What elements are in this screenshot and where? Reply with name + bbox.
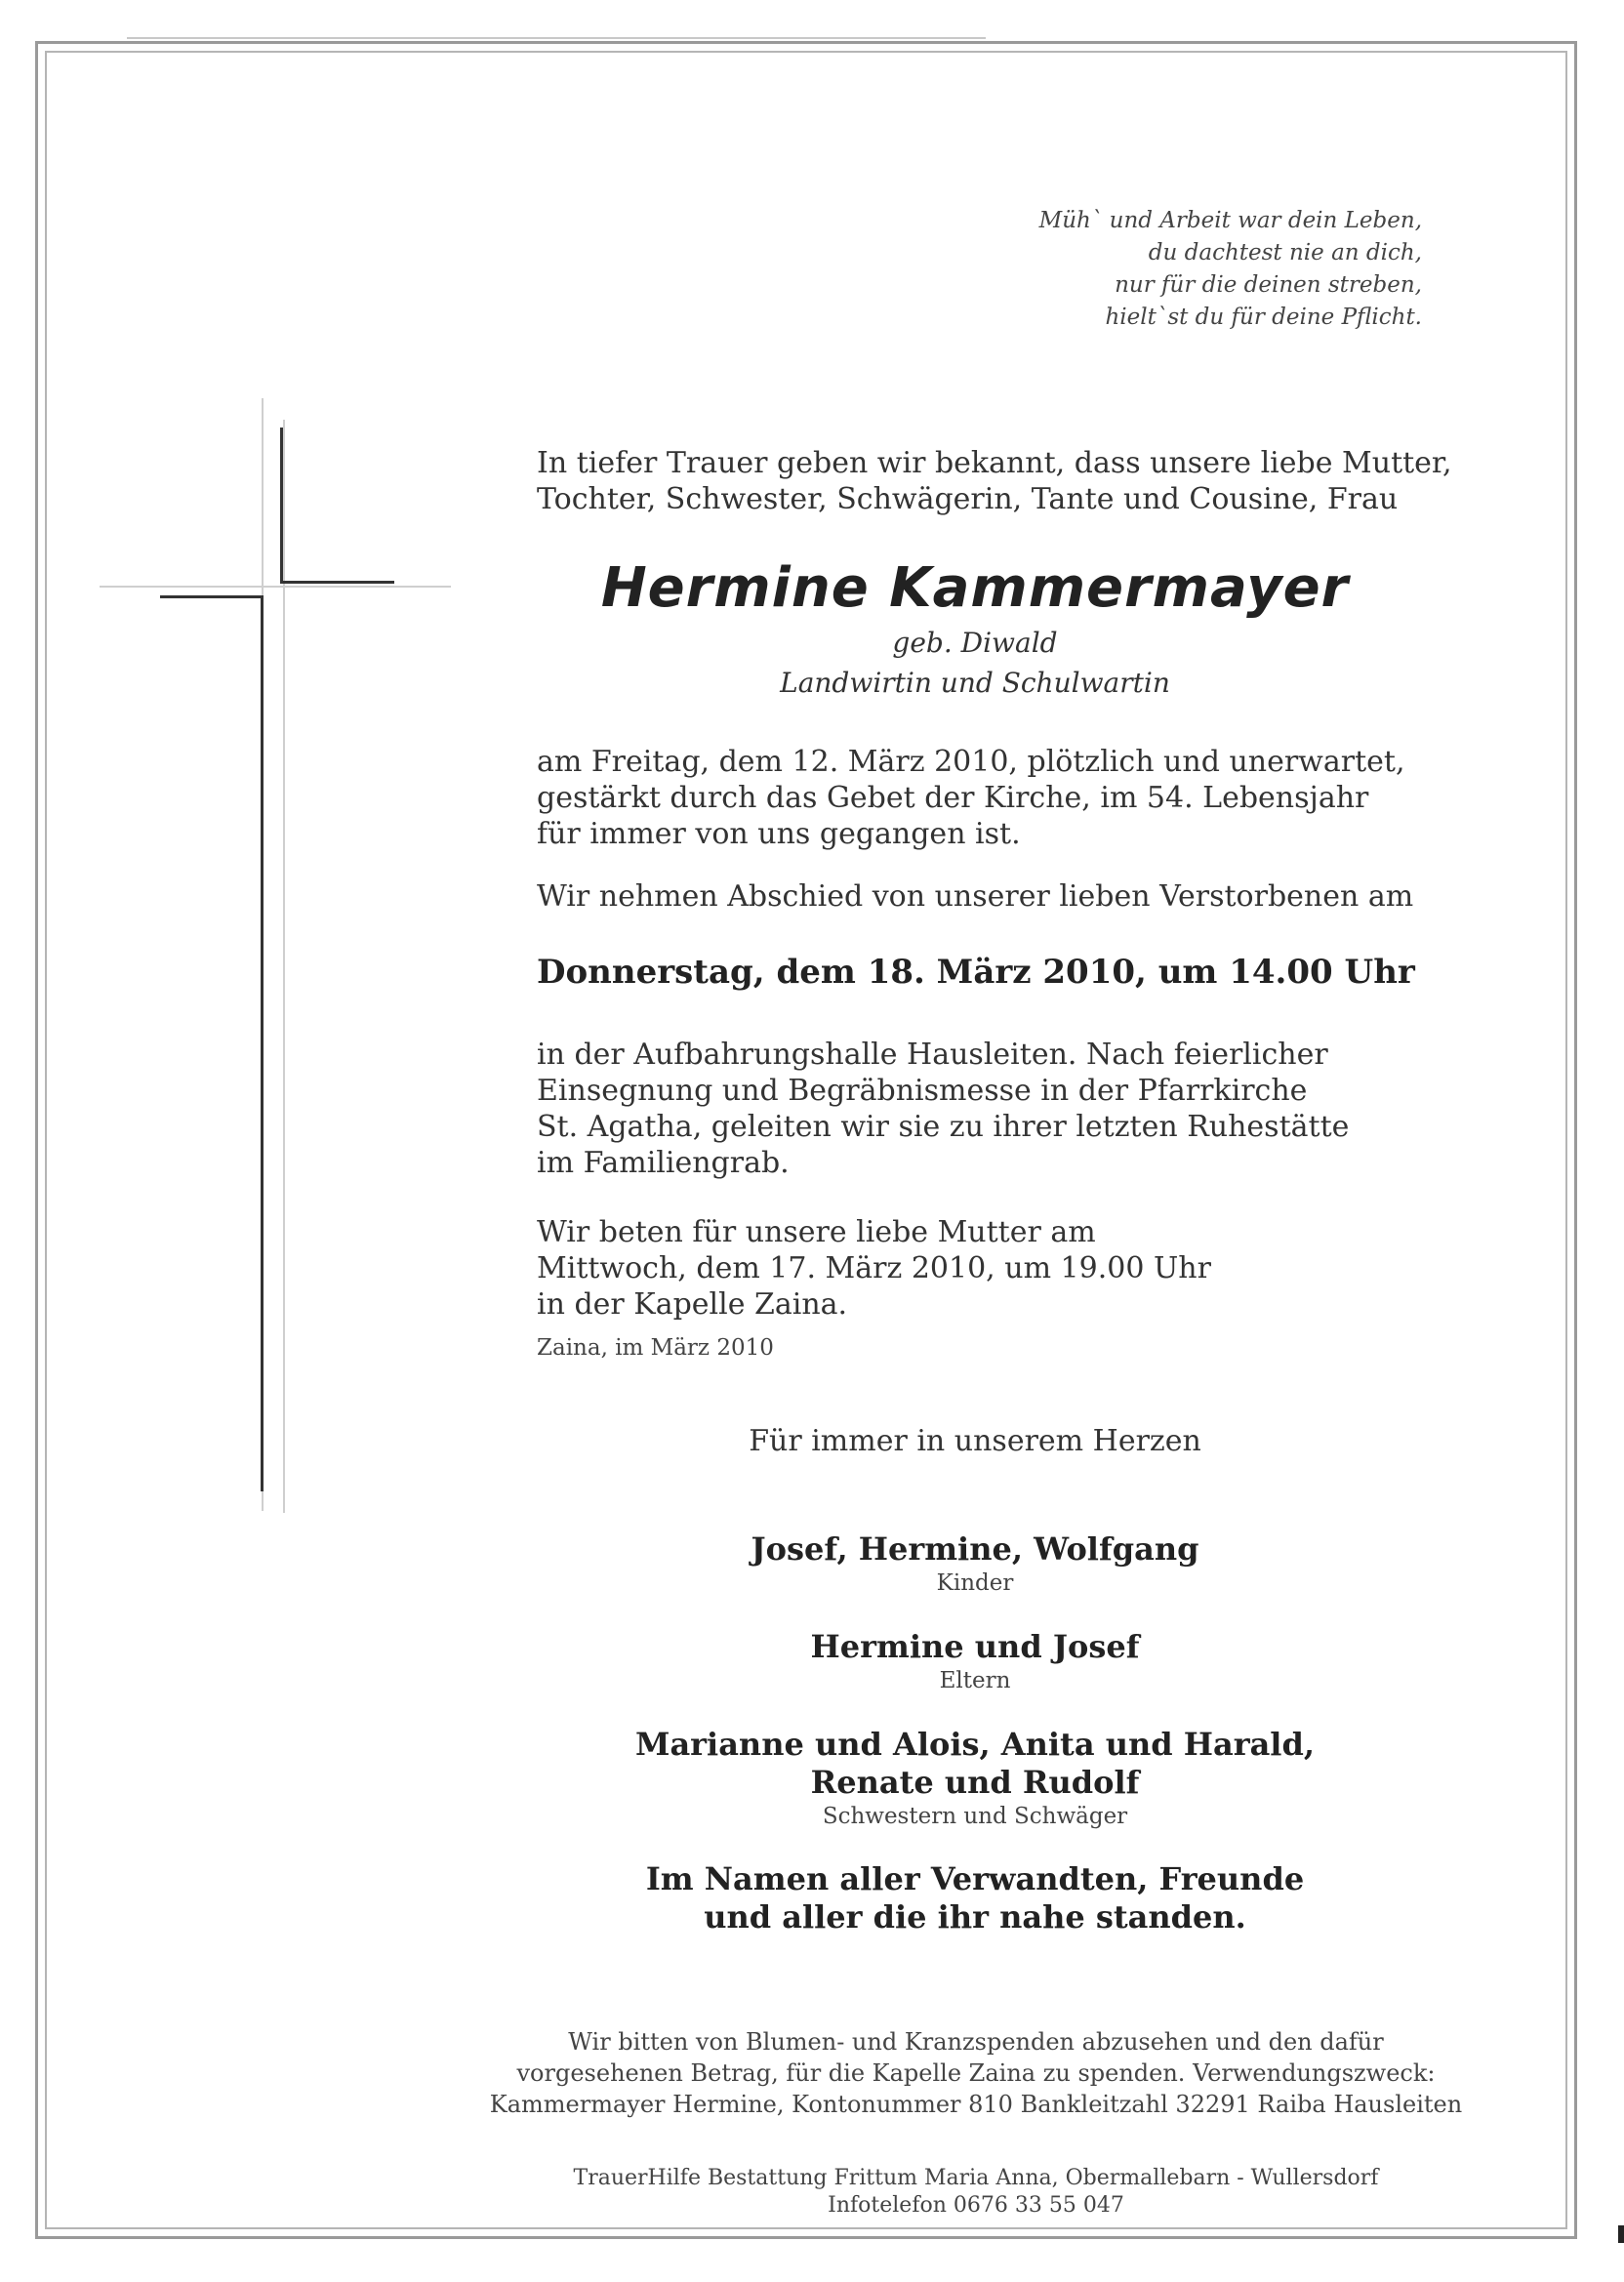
intro-line: In tiefer Trauer geben wir bekannt, dass unsere liebe Mutter, [537, 446, 1452, 480]
birth-name: geb. Diwald [892, 627, 1058, 659]
mourner-names: Marianne und Alois, Anita und Harald, [635, 1726, 1315, 1763]
mourner-names: Hermine und Josef [810, 1628, 1140, 1665]
prayer-line: Wir beten für unsere liebe Mutter am [537, 1215, 1096, 1249]
intro-text [537, 445, 1474, 517]
footer-line: Infotelefon 0676 33 55 047 [828, 2193, 1124, 2218]
ceremony-line: in der Aufbahrungshalle Hausleiten. Nach feierlicher [537, 1038, 1328, 1072]
mourner-role: Kinder [936, 1570, 1014, 1596]
poem-line: hielt`st du für deine Pflicht. [1105, 305, 1422, 330]
funeral-date: Donnerstag, dem 18. März 2010, um 14.00 Uhr [537, 953, 1415, 992]
closing-line: Im Namen aller Verwandten, Freunde [645, 1860, 1305, 1897]
mourner-role: Schwestern und Schwäger [822, 1804, 1128, 1829]
mourner-names: Josef, Hermine, Wolfgang [751, 1530, 1199, 1568]
prayer-line: Mittwoch, dem 17. März 2010, um 19.00 Uhr [537, 1251, 1211, 1285]
death-line: gestärkt durch das Gebet der Kirche, im 54. Lebensjahr [537, 781, 1369, 815]
mourner-group-children [537, 1530, 1413, 1598]
donation-line: Wir bitten von Blumen- und Kranzspenden abzusehen und den dafür [568, 2028, 1384, 2056]
mourner-group-parents [537, 1628, 1413, 1695]
ceremony-text [537, 1037, 1474, 1181]
poem-line: nur für die deinen streben, [1115, 272, 1422, 298]
poem [914, 205, 1422, 334]
scan-top-line [127, 37, 986, 39]
heart-line: Für immer in unserem Herzen [749, 1424, 1201, 1458]
poem-line: Müh` und Arbeit war dein Leben, [1038, 208, 1422, 233]
death-line: für immer von uns gegangen ist. [537, 817, 1021, 851]
poem-line: du dachtest nie an dich, [1148, 240, 1422, 265]
farewell-line: Wir nehmen Abschied von unserer lieben Verstorbenen am [537, 879, 1414, 914]
closing-line: und aller die ihr nahe standen. [704, 1898, 1246, 1936]
intro-line: Tochter, Schwester, Schwägerin, Tante und Cousine, Frau [537, 482, 1399, 516]
mourner-group-siblings [537, 1726, 1413, 1831]
undertaker-footer [390, 2165, 1562, 2220]
ceremony-line: St. Agatha, geleiten wir sie zu ihrer letzten Ruhestätte [537, 1110, 1350, 1144]
mourner-role: Eltern [939, 1668, 1011, 1693]
mourner-names: Renate und Rudolf [810, 1764, 1140, 1801]
donation-note [390, 2026, 1562, 2120]
ceremony-line: Einsegnung und Begräbnismesse in der Pfarrkirche [537, 1074, 1308, 1108]
ceremony-line: im Familiengrab. [537, 1146, 790, 1180]
place-date: Zaina, im März 2010 [537, 1335, 774, 1361]
profession: Landwirtin und Schulwartin [780, 667, 1170, 699]
footer-line: TrauerHilfe Bestattung Frittum Maria Anna, Obermallebarn - Wullersdorf [573, 2166, 1379, 2190]
closing-text [537, 1860, 1413, 1936]
prayer-line: in der Kapelle Zaina. [537, 1287, 848, 1322]
donation-line: vorgesehenen Betrag, für die Kapelle Zaina zu spenden. Verwendungszweck: [516, 2059, 1436, 2087]
death-text [537, 744, 1474, 852]
farewell-text [537, 878, 1474, 915]
prayer-text [537, 1214, 1474, 1323]
deceased-name: Hermine Kammermayer [600, 556, 1350, 620]
death-line: am Freitag, dem 12. März 2010, plötzlich und unerwartet, [537, 745, 1405, 779]
scan-corner-mark [1618, 2225, 1624, 2243]
donation-line: Kammermayer Hermine, Kontonummer 810 Bankleitzahl 32291 Raiba Hausleiten [489, 2091, 1463, 2118]
